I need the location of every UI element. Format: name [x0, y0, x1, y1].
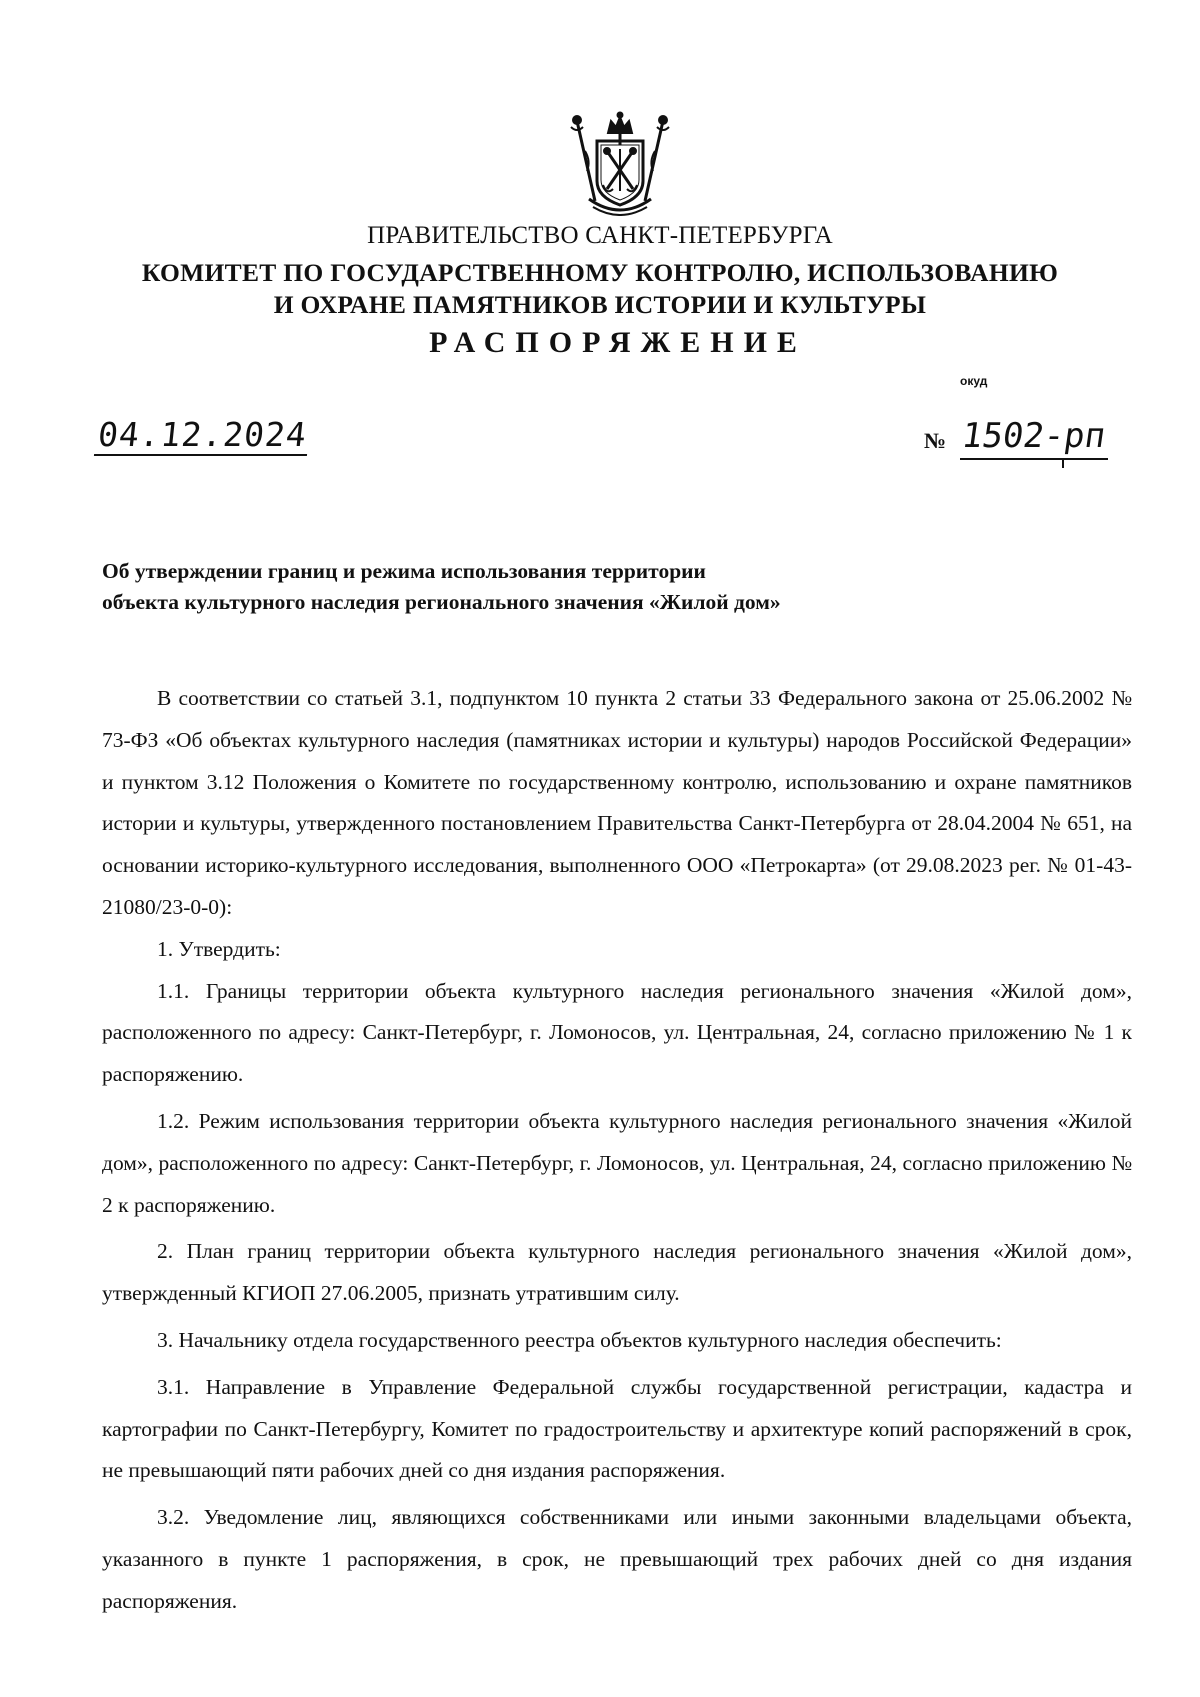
- number-underline-tick: [1062, 458, 1064, 468]
- document-number: 1502-рп: [959, 416, 1109, 456]
- paragraph-preamble: В соответствии со статьей 3.1, подпунктом 10 пункта 2 статьи 33 Федерального закона от 25.06.2002 № 73-ФЗ «Об объектах культурного наследия (памятниках истории и культуры) народов Российской Федерации» и пунктом 3.12 Положения о Комитете по государственному контролю, использованию и охране памятников истории и культуры, утвержденного постановлением Правительства Санкт-Петербурга от 28.04.2004 № 651, на основании историко-культурного исследования, выполненного ООО «Петрокарта» (от 29.08.2023 рег. № 01-43-21080/23-0-0):: [102, 686, 1132, 919]
- paragraph-item-2: 2. План границ территории объекта культурного наследия регионального значения «Жилой дом», утвержденный КГИОП 27.06.2005, признать утратившим силу.: [102, 1239, 1132, 1306]
- committee-name-line-2: И ОХРАНЕ ПАМЯТНИКОВ ИСТОРИИ И КУЛЬТУРЫ: [273, 290, 927, 319]
- document-number-field: [924, 418, 1114, 458]
- paragraph-item-1-1: 1.1. Границы территории объекта культурного наследия регионального значения «Жилой дом», расположенного по адресу: Санкт-Петербург, г. Ломоносов, ул. Центральная, 24, согласно приложению № 1 к распоряжению.: [102, 978, 1132, 1087]
- paragraph-item-1-2: 1.2. Режим использования территории объекта культурного наследия регионального значения «Жилой дом», расположенного по адресу: Санкт-Петербург, г. Ломоносов, ул. Центральная, 24, согласно приложению № 2 к распоряжению.: [102, 1108, 1132, 1217]
- document-body: [102, 678, 1132, 1623]
- subject-line-2: объекта культурного наследия регионального значения «Жилой дом»: [102, 590, 781, 614]
- number-underline: [960, 458, 1108, 460]
- coat-of-arms-icon: [567, 111, 673, 216]
- subject-line-1: Об утверждении границ и режима использования территории: [102, 559, 706, 583]
- paragraph-item-1: 1. Утвердить:: [157, 936, 281, 961]
- document-type-title: РАСПОРЯЖЕНИЕ: [429, 326, 807, 359]
- paragraph-item-3: 3. Начальнику отдела государственного реестра объектов культурного наследия обеспечить:: [157, 1327, 1002, 1352]
- document-subject: [102, 556, 781, 618]
- paragraph-item-3-2: 3.2. Уведомление лиц, являющихся собственниками или иными законными владельцами объекта, указанного в пункте 1 распоряжения, в срок, не превышающий трех рабочих дней со дня издания распоряжения.: [102, 1505, 1132, 1613]
- government-name: ПРАВИТЕЛЬСТВО САНКТ-ПЕТЕРБУРГА: [367, 222, 833, 249]
- document-date: 04.12.2024: [94, 416, 311, 456]
- okud-label: окуд: [960, 374, 988, 388]
- committee-name-line-1: КОМИТЕТ ПО ГОСУДАРСТВЕННОМУ КОНТРОЛЮ, ИСПОЛЬЗОВАНИЮ: [141, 258, 1059, 287]
- paragraph-item-3-1: 3.1. Направление в Управление Федеральной службы государственной регистрации, кадастра и картографии по Санкт-Петербургу, Комитет по градостроительству и архитектуре копий распоряжений в срок, не превышающий пяти рабочих дней со дня издания распоряжения.: [102, 1374, 1132, 1483]
- number-sign: №: [924, 428, 947, 453]
